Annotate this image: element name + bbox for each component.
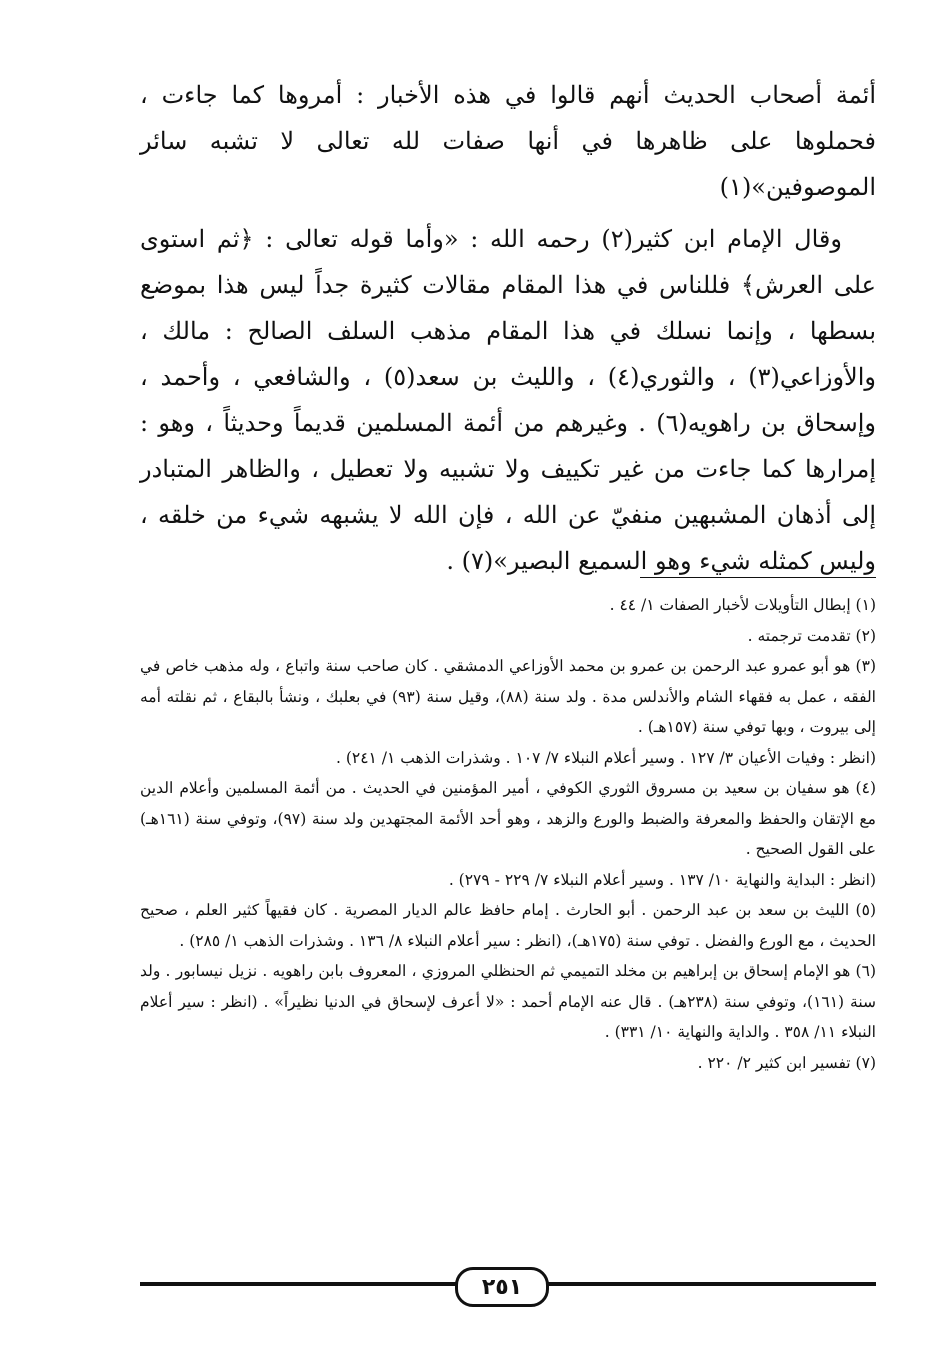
footnote-2: (٢) تقدمت ترجمته . xyxy=(747,626,876,645)
main-text-block xyxy=(140,72,876,584)
footnote-3: (٣) هو أبو عمرو عبد الرحمن بن عمرو بن محمد الأوزاعي الدمشقي . كان صاحب سنة واتباع ، وله مذهب خاص في الفقه ، عمل به فقهاء الشام والأندلس مدة . ولد سنة (٨٨)، وقيل سنة (٩٣) في بعلبك ، ونشأ بالبقاع ، ثم نقلته أمه إلى بيروت ، وبها توفي سنة (١٥٧هـ) . xyxy=(140,657,876,736)
main-paragraph-2: وقال الإمام ابن كثير(٢) رحمه الله : «وأما قوله تعالى : ﴿ثم استوى على العرش﴾ فللناس في هذا المقام مقالات كثيرة جداً ليس هذا بموضع بسطها ، وإنما نسلك في هذا المقام مذهب السلف الصالح : مالك ، والأوزاعي(٣) ، والثوري(٤) ، والليث بن سعد(٥) ، والشافعي ، وأحمد ، وإسحاق بن راهويه(٦) . وغيرهم من أئمة المسلمين قديماً وحديثاً ، وهو : إمرارها كما جاءت من غير تكييف ولا تشبيه ولا تعطيل ، والظاهر المتبادر إلى أذهان المشبهين منفيّ عن الله ، فإن الله لا يشبهه شيء من خلقه ، وليس كمثله شيء وهو السميع البصير»(٧) . xyxy=(140,225,876,575)
page-number: ٢٥١ xyxy=(455,1267,549,1307)
footnote-4: (٤) هو سفيان بن سعيد بن مسروق الثوري الكوفي ، أمير المؤمنين في الحديث . من أئمة المسلمين وأعلام الدين مع الإتقان والحفظ والمعرفة والضبط والورع والزهد ، وهو أحد الأئمة المجتهدين ولد سنة (٩٧)، وتوفي سنة (١٦١هـ) على القول الصحيح . xyxy=(140,779,876,858)
main-paragraph-1: أئمة أصحاب الحديث أنهم قالوا في هذه الأخبار : أمروها كما جاءت ، فحملوها على ظاهرها في أنها صفات لله تعالى لا تشبه سائر الموصوفين»(١) xyxy=(140,81,876,201)
footnote-3-references: (انظر : وفيات الأعيان ٣/ ١٢٧ . وسير أعلام النبلاء ٧/ ١٠٧ . وشذرات الذهب ١/ ٢٤١) . xyxy=(335,748,876,767)
footnote-4-references: (انظر : البداية والنهاية ١٠/ ١٣٧ . وسير أعلام النبلاء ٧/ ٢٢٩ - ٢٧٩) . xyxy=(448,870,876,889)
footnote-5: (٥) الليث بن سعد بن عبد الرحمن . أبو الحارث . إمام حافظ عالم الديار المصرية . كان فقيهاً كثير العلم ، صحيح الحديث ، مع الورع والفضل . توفي سنة (١٧٥هـ)، (انظر : سير أعلام النبلاء ٨/ ١٣٦ . وشذرات الذهب ١/ ٢٨٥) . xyxy=(140,901,876,950)
footnotes-block xyxy=(140,590,876,1078)
footnote-6: (٦) هو الإمام إسحاق بن إبراهيم بن مخلد التميمي ثم الحنظلي المروزي ، المعروف بابن راهويه . نزيل نيسابور . ولد سنة (١٦١)، وتوفي سنة (٢٣٨هـ) . قال عنه الإمام أحمد : «لا أعرف لإسحاق في الدنيا نظيراً» . (انظر : سير أعلام النبلاء ١١/ ٣٥٨ . والداية والنهاية ١٠/ ٣٣١) . xyxy=(140,962,876,1041)
footnote-1: (١) إبطال التأويلات لأخبار الصفات ١/ ٤٤ . xyxy=(609,596,876,614)
footnote-separator xyxy=(640,577,876,578)
footnote-7: (٧) تفسير ابن كثير ٢/ ٢٢٠ . xyxy=(697,1053,876,1072)
